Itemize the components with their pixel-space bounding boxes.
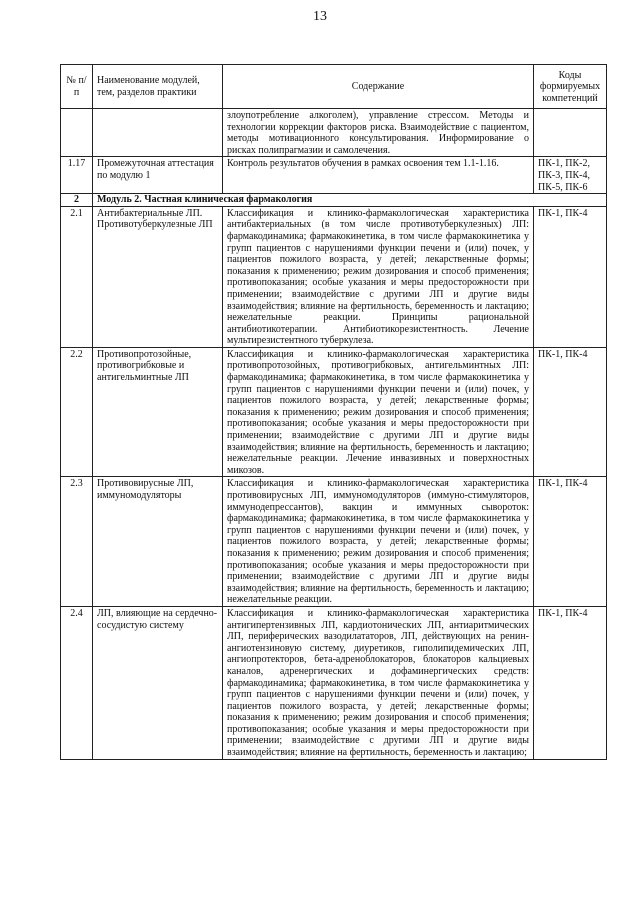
table-row bbox=[61, 157, 607, 194]
row-content: Классификация и клинико-фармакологическая характеристика антигипертензивных ЛП, кардиотонических ЛП, антиаритмических ЛП, периферических вазодилататоров, ЛП, действующих на ренин-ангиотензиновую систему, диуретиков, гиполипидемических ЛП, ангиопротекторов, бета-адреноблокаторов, блокаторов кальциевых каналов, адренергических и дофаминергических средств: фармакодинамика; фармакокинетика, в том числе фармакокинетика у групп пациентов с нарушениями функции печени и (или) почек, у пациентов пожилого возраста, у детей; лекарственные формы; показания к применению; режим дозирования и способ применения; противопоказания; особые указания и меры предосторожности при применении; взаимодействие с другими ЛП и другие виды взаимодействия; влияние на фертильность, беременность и лактацию; bbox=[223, 606, 534, 759]
row-content: Классификация и клинико-фармакологическая характеристика противовирусных ЛП, иммуномодуляторов (иммуно-стимуляторов, иммунодепрессантов), вакцин и иммунных сывороток: фармакодинамика; фармакокинетика, в том числе фармакокинетика у групп пациентов с нарушениями функции печени и (или) почек, у пациентов пожилого возраста, у детей; лекарственные формы; показания к применению; режим дозирования и способ применения; противопоказания; особые указания и меры предосторожности при применении; взаимодействие с другими ЛП и другие виды взаимодействия; влияние на фертильность, беременность и лактацию; нежелательные реакции. bbox=[223, 477, 534, 607]
header-content: Содержание bbox=[223, 65, 534, 109]
row-name: Промежуточная аттестация по модулю 1 bbox=[93, 157, 223, 194]
table-row bbox=[61, 347, 607, 477]
header-name: Наименование модулей, тем, разделов практики bbox=[93, 65, 223, 109]
row-number: 2.3 bbox=[61, 477, 93, 607]
row-codes: ПК-1, ПК-2, ПК-3, ПК-4, ПК-5, ПК-6 bbox=[534, 157, 607, 194]
row-number: 2.2 bbox=[61, 347, 93, 477]
table-row bbox=[61, 606, 607, 759]
row-content: Классификация и клинико-фармакологическая характеристика антибактериальных (в том числе противотуберкулезных) ЛП: фармакодинамика; фармакокинетика, в том числе фармакокинетика у групп пациентов с нарушениями функции печени и (или) почек, у пациентов пожилого возраста, у детей; лекарственные формы; показания к применению; режим дозирования и способ применения; противопоказания; особые указания и меры предосторожности при применении; взаимодействие с другими ЛП и другие виды взаимодействия; влияние на фертильность, беременность и лактацию; нежелательные реакции. Принципы рациональной антибиотикотерапии. Антибиотикорезистентность. Лечение мультирезистентного туберкулеза. bbox=[223, 206, 534, 347]
row-codes: ПК-1, ПК-4 bbox=[534, 606, 607, 759]
module-title: Модуль 2. Частная клиническая фармакология bbox=[93, 194, 607, 207]
table-row bbox=[61, 477, 607, 607]
header-codes: Коды формируемых компетенций bbox=[534, 65, 607, 109]
row-name: Противовирусные ЛП, иммуномодуляторы bbox=[93, 477, 223, 607]
row-name: ЛП, влияющие на сердечно-сосудистую систему bbox=[93, 606, 223, 759]
row-number: 1.17 bbox=[61, 157, 93, 194]
row-name: Антибактериальные ЛП. Противотуберкулезные ЛП bbox=[93, 206, 223, 347]
row-content: Классификация и клинико-фармакологическая характеристика противопротозойных, противогрибковых, антигельминтных ЛП: фармакодинамика; фармакокинетика, в том числе фармакокинетика у групп пациентов с нарушениями функции печени и (или) почек, у пациентов пожилого возраста, у детей; лекарственные формы; показания к применению; режим дозирования и способ применения; противопоказания; особые указания и меры предосторожности при применении; взаимодействие с другими ЛП и другие виды взаимодействия; влияние на фертильность, беременность и лактацию; нежелательные реакции. Лечение инвазивных и поверхностных микозов. bbox=[223, 347, 534, 477]
row-codes: ПК-1, ПК-4 bbox=[534, 206, 607, 347]
module-row bbox=[61, 194, 607, 207]
row-codes bbox=[534, 109, 607, 157]
header-number: № п/п bbox=[61, 65, 93, 109]
row-codes: ПК-1, ПК-4 bbox=[534, 477, 607, 607]
row-name: Противопротозойные, противогрибковые и антигельминтные ЛП bbox=[93, 347, 223, 477]
table-header-row bbox=[61, 65, 607, 109]
row-number: 2.1 bbox=[61, 206, 93, 347]
row-number bbox=[61, 109, 93, 157]
row-name bbox=[93, 109, 223, 157]
practice-modules-table bbox=[60, 64, 607, 760]
page-number: 13 bbox=[313, 9, 327, 24]
row-number: 2.4 bbox=[61, 606, 93, 759]
row-content: злоупотребление алкоголем), управление стрессом. Методы и технологии коррекции факторов риска. Взаимодействие с пациентом, методы мотивационного консультирования. Информирование о рисках полипрагмазии и самолечения. bbox=[223, 109, 534, 157]
module-number: 2 bbox=[61, 194, 93, 207]
table-row bbox=[61, 109, 607, 157]
row-codes: ПК-1, ПК-4 bbox=[534, 347, 607, 477]
table-row bbox=[61, 206, 607, 347]
row-content: Контроль результатов обучения в рамках освоения тем 1.1-1.16. bbox=[223, 157, 534, 194]
